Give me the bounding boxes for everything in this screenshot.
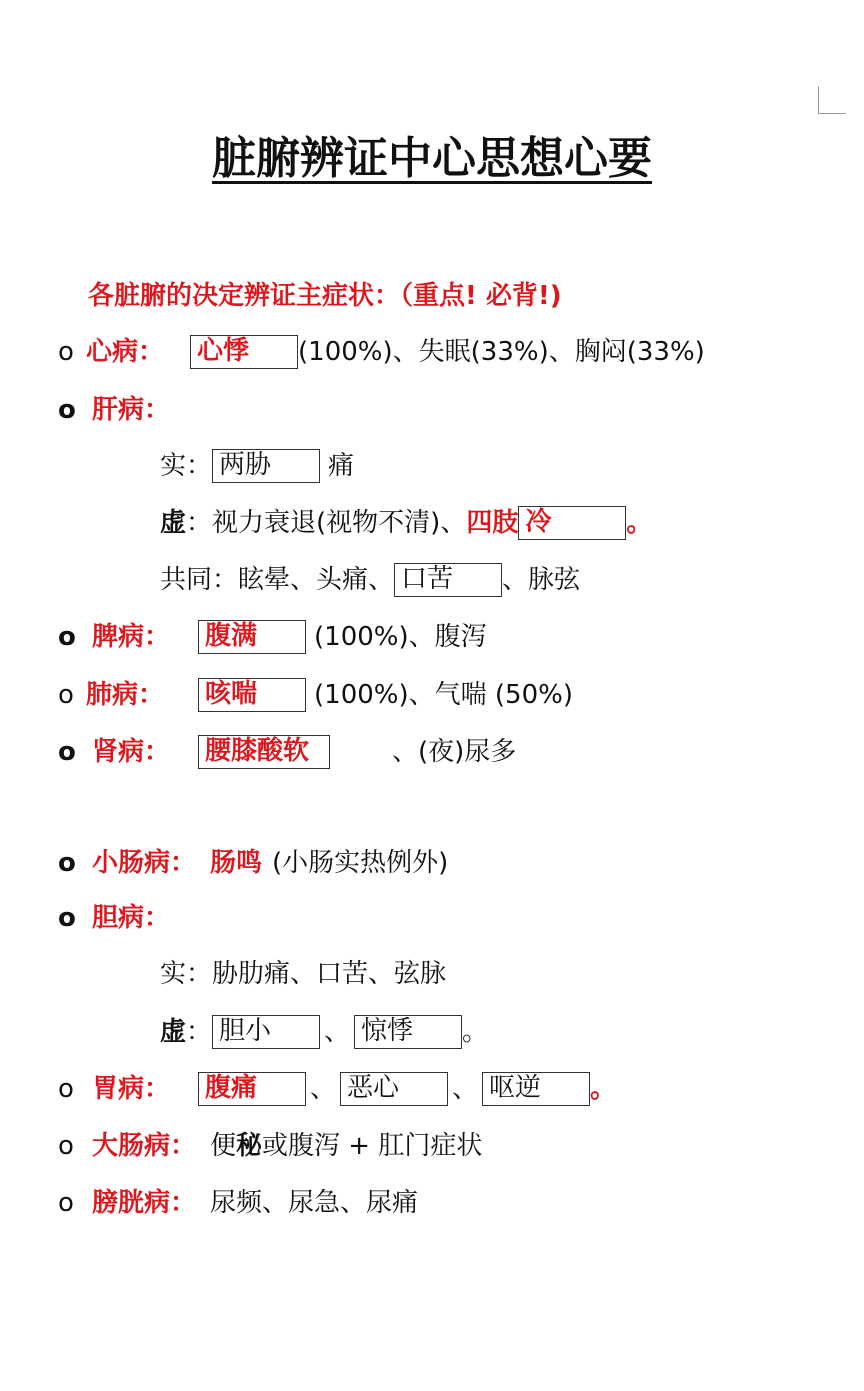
row-liver-common	[160, 560, 580, 600]
spleen-key-symptom-box: 腹满	[198, 620, 306, 654]
gallbladder-deficiency-separator: 、	[324, 1017, 351, 1047]
liver-excess-rest: 痛	[328, 451, 355, 481]
liver-deficiency-label: 虚	[160, 508, 187, 538]
bladder-label: 膀胱病：	[92, 1188, 197, 1218]
row-liver-excess	[160, 446, 354, 486]
bullet-marker: o	[58, 337, 74, 367]
row-lung	[58, 675, 573, 715]
liver-deficiency-red: 四肢	[466, 508, 519, 538]
gallbladder-excess-label: 实：	[160, 959, 213, 989]
gallbladder-deficiency-end: 。	[462, 1017, 489, 1047]
liver-excess-box: 两胁	[212, 449, 320, 483]
small-intestine-label: 小肠病：	[92, 848, 197, 878]
gallbladder-deficiency-box-1: 胆小	[212, 1015, 320, 1049]
large-intestine-text-1: 便	[210, 1131, 237, 1161]
page-title: 脏腑辨证中心思想心要	[212, 133, 652, 184]
bullet-marker: o	[58, 1131, 74, 1161]
row-kidney	[58, 732, 516, 772]
heart-rest-text: (100%)、失眠(33%)、胸闷(33%)	[298, 337, 705, 367]
row-heart	[58, 332, 705, 372]
stomach-label: 胃病：	[92, 1074, 171, 1104]
subtitle: 各脏腑的决定辨证主症状：（重点! 必背!)	[88, 281, 562, 311]
liver-excess-label: 实：	[160, 451, 213, 481]
large-intestine-label: 大肠病：	[92, 1131, 197, 1161]
bullet-marker: o	[58, 622, 76, 652]
row-liver	[58, 390, 170, 430]
lung-label: 肺病：	[86, 680, 165, 710]
liver-common-label: 共同：	[160, 565, 239, 595]
row-small-intestine	[58, 843, 448, 883]
lung-rest-text: (100%)、气喘 (50%)	[314, 680, 573, 710]
bullet-marker: o	[58, 848, 76, 878]
liver-deficiency-box: 冷	[518, 506, 626, 540]
bladder-text: 尿频、尿急、尿痛	[210, 1188, 419, 1218]
row-bladder	[58, 1183, 418, 1223]
row-stomach	[58, 1069, 616, 1109]
stomach-separator-2: 、	[452, 1074, 479, 1104]
small-intestine-rest-text: (小肠实热例外)	[272, 848, 449, 878]
bullet-marker: o	[58, 903, 76, 933]
gallbladder-excess-text: 胁肋痛、口苦、弦脉	[212, 959, 447, 989]
liver-label: 肝病：	[92, 395, 171, 425]
stomach-separator-1: 、	[310, 1074, 337, 1104]
lung-key-symptom-box: 咳喘	[198, 678, 306, 712]
row-large-intestine	[58, 1126, 482, 1166]
stomach-end: 。	[590, 1074, 617, 1104]
liver-deficiency-colon: ：	[186, 508, 213, 538]
liver-deficiency-text: 视力衰退(视物不清)、	[212, 508, 467, 538]
large-intestine-text-2: 或腹泻 + 肛门症状	[262, 1131, 483, 1161]
kidney-label: 肾病：	[92, 737, 171, 767]
liver-deficiency-end: 。	[626, 508, 653, 538]
bullet-marker: o	[58, 1188, 74, 1218]
kidney-key-symptom-box: 腰膝酸软	[198, 735, 330, 769]
liver-common-box: 口苦	[394, 563, 502, 597]
row-gallbladder-deficiency	[160, 1012, 488, 1052]
gallbladder-deficiency-label: 虚	[160, 1017, 187, 1047]
row-gallbladder	[58, 898, 170, 938]
bullet-marker: o	[58, 1074, 74, 1104]
stomach-key-symptom-box-1: 腹痛	[198, 1072, 306, 1106]
row-spleen	[58, 617, 487, 657]
heart-key-symptom-box: 心悸	[190, 335, 298, 369]
kidney-rest-text: 、(夜)尿多	[392, 737, 517, 767]
large-intestine-text-bold: 秘	[236, 1131, 263, 1161]
gallbladder-deficiency-box-2: 惊悸	[354, 1015, 462, 1049]
stomach-key-symptom-box-3: 呕逆	[482, 1072, 590, 1106]
liver-common-rest: 、脉弦	[502, 565, 581, 595]
gallbladder-deficiency-colon: ：	[186, 1017, 213, 1047]
page-corner-mark	[818, 86, 846, 114]
stomach-key-symptom-box-2: 恶心	[340, 1072, 448, 1106]
row-liver-deficiency	[160, 503, 652, 543]
spleen-label: 脾病：	[92, 622, 171, 652]
small-intestine-key-symptom: 肠鸣	[210, 848, 263, 878]
bullet-marker: o	[58, 737, 76, 767]
heart-label: 心病：	[86, 337, 165, 367]
gallbladder-label: 胆病：	[92, 903, 171, 933]
spleen-rest-text: (100%)、腹泻	[314, 622, 487, 652]
row-gallbladder-excess	[160, 954, 446, 994]
bullet-marker: o	[58, 395, 76, 425]
bullet-marker: o	[58, 680, 74, 710]
liver-common-text: 眩晕、头痛、	[238, 565, 395, 595]
